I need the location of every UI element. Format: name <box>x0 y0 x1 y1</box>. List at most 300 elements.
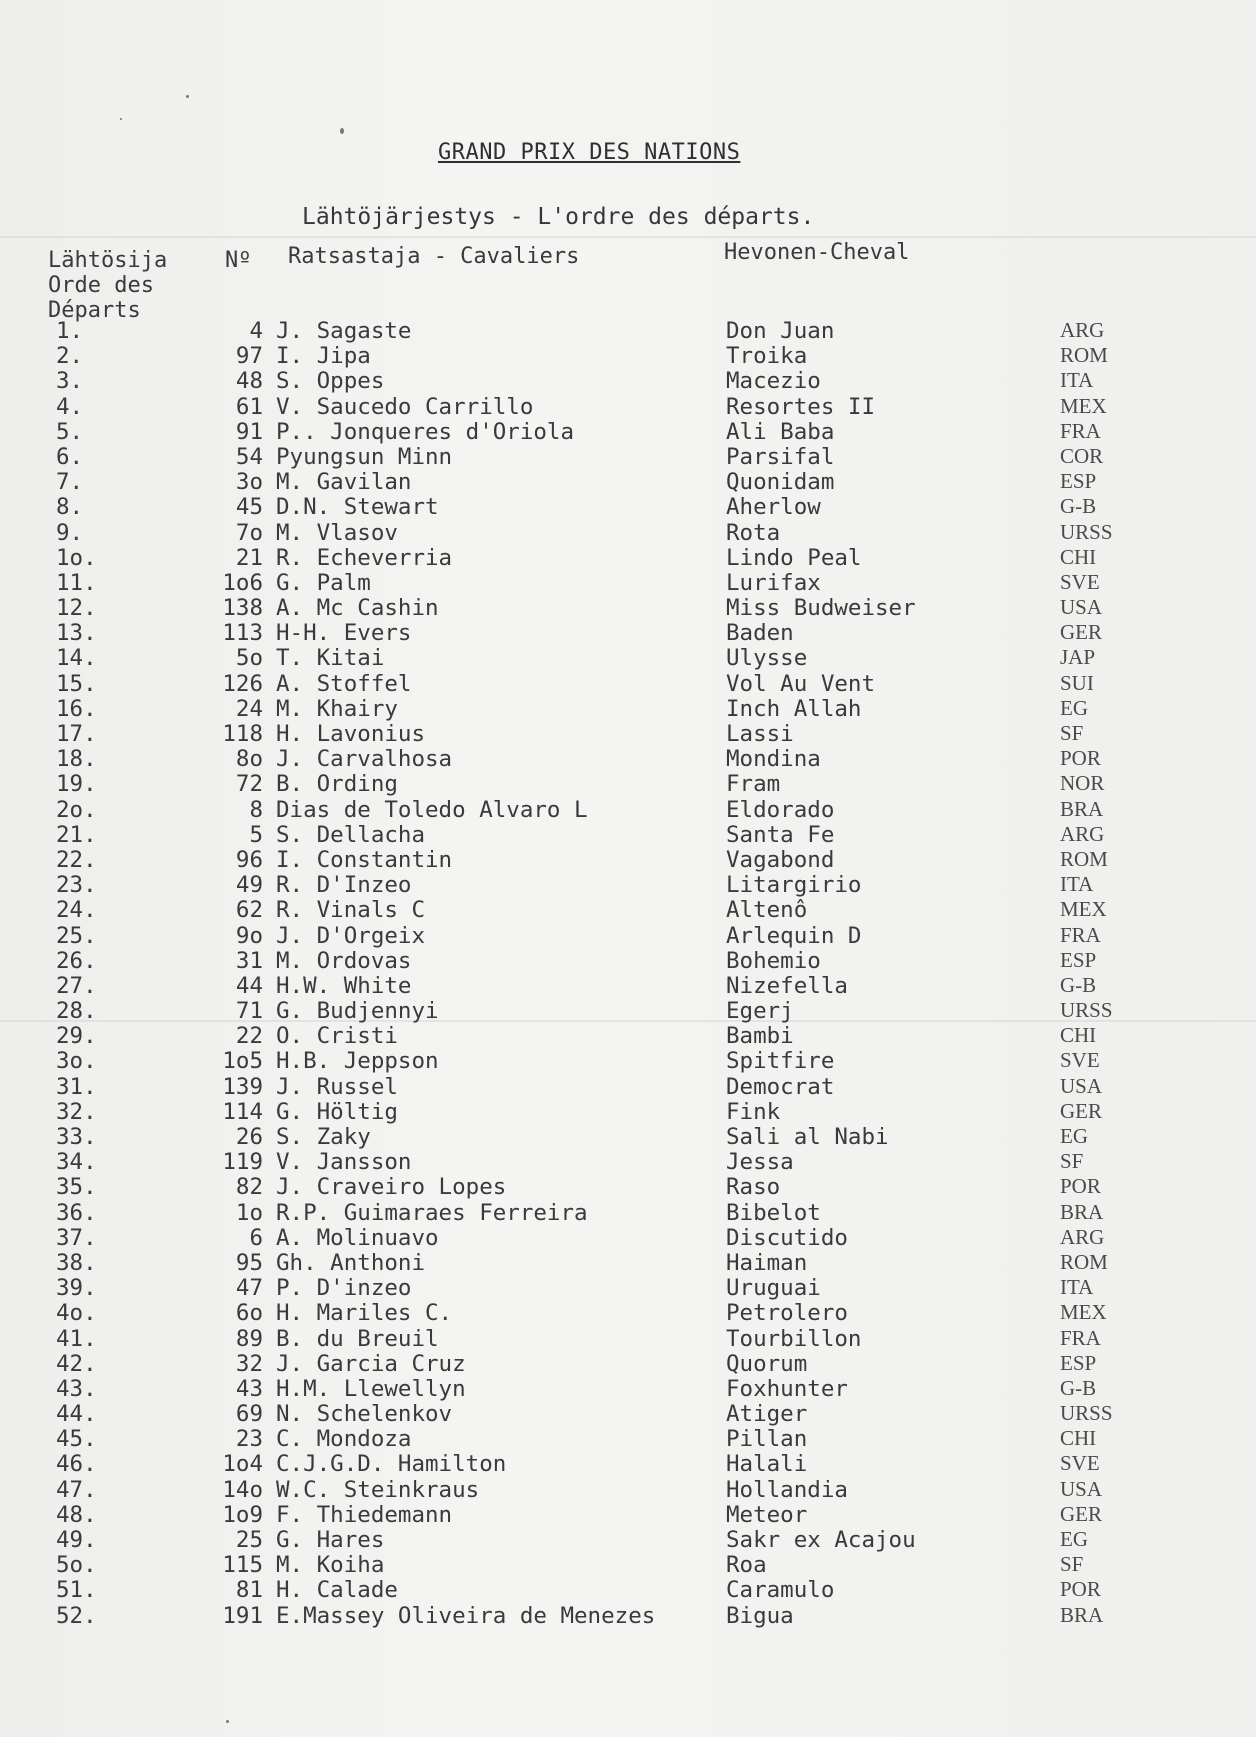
horse-name: Altenô <box>726 897 808 924</box>
rider-number: 5 <box>249 821 263 848</box>
start-position: 39. <box>56 1275 97 1302</box>
table-row <box>0 1048 1256 1073</box>
rider-name: J. Carvalhosa <box>276 746 453 773</box>
table-row <box>0 545 1256 570</box>
rider-number: 21 <box>235 544 263 571</box>
rider-name: Dias de Toledo Alvaro L <box>276 796 588 823</box>
horse-name: Tourbillon <box>726 1325 862 1352</box>
table-row <box>0 1174 1256 1199</box>
table-row <box>0 1552 1256 1577</box>
rider-name: J. D'Orgeix <box>276 922 426 949</box>
horse-name: Troika <box>726 343 808 370</box>
nation-code: G-B <box>1060 494 1097 519</box>
rider-number: 119 <box>222 1149 263 1176</box>
rider-number: 1o6 <box>222 569 263 596</box>
table-row <box>0 998 1256 1023</box>
nation-code: MEX <box>1060 897 1107 922</box>
horse-name: Nizefella <box>726 972 848 999</box>
table-row <box>0 1250 1256 1275</box>
rider-name: C. Mondoza <box>276 1426 412 1453</box>
start-position: 27. <box>56 972 97 999</box>
nation-code: EG <box>1060 1527 1088 1551</box>
rider-number: 7o <box>235 519 263 546</box>
table-row <box>0 394 1256 419</box>
header-number: Nº <box>225 248 252 273</box>
rider-name: B. Ording <box>276 771 398 798</box>
table-row <box>0 1603 1256 1628</box>
rider-number: 54 <box>235 443 263 470</box>
rider-name: Gh. Anthoni <box>276 1249 426 1276</box>
table-row <box>0 318 1256 343</box>
rider-name: A. Stoffel <box>276 670 412 697</box>
horse-name: Bohemio <box>726 947 821 974</box>
start-position: 45. <box>56 1426 97 1453</box>
start-position: 3. <box>56 368 84 395</box>
rider-number: 1o4 <box>222 1451 263 1478</box>
horse-name: Parsifal <box>726 443 835 470</box>
rider-number: 49 <box>235 872 263 899</box>
table-row <box>0 1426 1256 1451</box>
table-row <box>0 1225 1256 1250</box>
nation-code: BRA <box>1060 1602 1104 1627</box>
nation-code: POR <box>1060 1174 1101 1199</box>
start-position: 3o. <box>56 1048 97 1075</box>
rider-number: 6o <box>235 1300 263 1327</box>
rider-number: 44 <box>235 972 263 999</box>
start-position: 4o. <box>56 1300 97 1327</box>
table-row <box>0 645 1256 670</box>
start-position: 6. <box>56 443 84 470</box>
start-position: 14. <box>56 645 97 672</box>
rider-name: T. Kitai <box>276 645 385 672</box>
table-row <box>0 923 1256 948</box>
table-row <box>0 1401 1256 1426</box>
start-position: 28. <box>56 998 97 1025</box>
start-position: 32. <box>56 1098 97 1125</box>
start-position: 35. <box>56 1174 97 1201</box>
nation-code: SF <box>1060 1149 1084 1174</box>
horse-name: Aherlow <box>726 494 821 521</box>
nation-code: JAP <box>1060 645 1096 670</box>
rider-number: 118 <box>222 721 263 747</box>
rider-name: W.C. Steinkraus <box>276 1476 480 1503</box>
nation-code: BRA <box>1060 796 1104 821</box>
nation-code: EG <box>1060 695 1088 720</box>
rider-name: S. Dellacha <box>276 821 426 848</box>
start-position: 31. <box>56 1073 97 1100</box>
nation-code: GER <box>1060 620 1102 645</box>
rider-name: H.B. Jeppson <box>276 1048 439 1075</box>
rider-number: 6 <box>249 1224 263 1251</box>
horse-name: Uruguai <box>726 1275 821 1302</box>
table-row <box>0 721 1256 746</box>
rider-name: P. D'inzeo <box>276 1275 412 1302</box>
horse-name: Rota <box>726 519 781 546</box>
nation-code: FRA <box>1060 418 1101 443</box>
rider-number: 5o <box>235 645 263 672</box>
start-position: 15. <box>56 670 97 697</box>
table-row <box>0 444 1256 469</box>
nation-code: ITA <box>1060 1275 1094 1300</box>
start-position: 19. <box>56 771 97 798</box>
horse-name: Vol Au Vent <box>726 670 876 697</box>
horse-name: Miss Budweiser <box>726 595 916 622</box>
rider-name: E.Massey Oliveira de Menezes <box>276 1602 656 1629</box>
rider-name: G. Palm <box>276 569 371 596</box>
rider-number: 47 <box>235 1275 263 1302</box>
header-position-line1: Lähtösija <box>48 248 168 273</box>
rider-number: 115 <box>222 1552 263 1579</box>
horse-name: Bibelot <box>726 1199 821 1226</box>
table-row <box>0 595 1256 620</box>
table-row <box>0 494 1256 519</box>
rider-number: 71 <box>235 998 263 1025</box>
start-position: 2o. <box>56 796 97 823</box>
nation-code: ESP <box>1060 947 1097 972</box>
document-title: GRAND PRIX DES NATIONS <box>438 140 741 165</box>
horse-name: Haiman <box>726 1249 808 1276</box>
rider-name: Pyungsun Minn <box>276 443 453 470</box>
rider-number: 45 <box>235 494 263 521</box>
table-row <box>0 343 1256 368</box>
rider-name: H-H. Evers <box>276 620 412 647</box>
table-row <box>0 1351 1256 1376</box>
header-horse: Hevonen-Cheval <box>724 240 910 265</box>
nation-code: USA <box>1060 1476 1103 1501</box>
rider-name: H.M. Llewellyn <box>276 1375 466 1402</box>
start-position: 29. <box>56 1023 97 1050</box>
horse-name: Lurifax <box>726 569 821 596</box>
rider-number: 96 <box>235 846 263 873</box>
rider-number: 61 <box>235 393 263 420</box>
rider-number: 3o <box>235 469 263 496</box>
table-row <box>0 797 1256 822</box>
document-subtitle: Lähtöjärjestys - L'ordre des départs. <box>302 204 815 230</box>
table-row <box>0 1099 1256 1124</box>
table-row <box>0 1376 1256 1401</box>
nation-code: CHI <box>1060 1426 1097 1451</box>
horse-name: Don Juan <box>726 318 835 344</box>
rider-name: J. Craveiro Lopes <box>276 1174 507 1201</box>
rider-name: G. Hares <box>276 1527 385 1553</box>
nation-code: URSS <box>1060 1401 1113 1426</box>
start-position: 47. <box>56 1476 97 1503</box>
table-row <box>0 771 1256 796</box>
header-position-line2: Orde des <box>48 273 154 298</box>
horse-name: Discutido <box>726 1224 848 1251</box>
rider-name: M. Koiha <box>276 1552 385 1579</box>
table-row <box>0 620 1256 645</box>
nation-code: ESP <box>1060 1350 1097 1375</box>
horse-name: Hollandia <box>726 1476 848 1503</box>
rider-number: 8 <box>249 796 263 823</box>
header-rider: Ratsastaja - Cavaliers <box>288 244 580 269</box>
nation-code: ROM <box>1060 1249 1108 1274</box>
horse-name: Foxhunter <box>726 1375 848 1402</box>
rider-name: D.N. Stewart <box>276 494 439 521</box>
start-position: 44. <box>56 1401 97 1428</box>
table-row <box>0 1023 1256 1048</box>
horse-name: Meteor <box>726 1501 808 1528</box>
start-position: 26. <box>56 947 97 974</box>
rider-number: 126 <box>222 670 263 697</box>
paper-fold <box>0 236 1256 238</box>
start-order-list <box>0 318 1256 1628</box>
nation-code: ROM <box>1060 343 1108 368</box>
rider-name: H.W. White <box>276 972 412 999</box>
table-row <box>0 1527 1256 1552</box>
horse-name: Fram <box>726 771 781 798</box>
header-position-line3: Départs <box>48 298 141 323</box>
table-row <box>0 368 1256 393</box>
rider-name: G. Höltig <box>276 1098 398 1125</box>
start-position: 11. <box>56 569 97 596</box>
table-row <box>0 570 1256 595</box>
rider-number: 114 <box>222 1098 263 1125</box>
nation-code: GER <box>1060 1098 1102 1123</box>
start-position: 25. <box>56 922 97 949</box>
nation-code: USA <box>1060 1073 1103 1098</box>
nation-code: URSS <box>1060 998 1113 1023</box>
rider-number: 32 <box>235 1350 263 1377</box>
table-row <box>0 469 1256 494</box>
nation-code: MEX <box>1060 1300 1107 1325</box>
start-position: 17. <box>56 721 97 747</box>
start-position: 4. <box>56 393 84 420</box>
rider-name: R.P. Guimaraes Ferreira <box>276 1199 588 1226</box>
rider-name: M. Gavilan <box>276 469 412 496</box>
table-row <box>0 973 1256 998</box>
horse-name: Arlequin D <box>726 922 862 949</box>
rider-number: 139 <box>222 1073 263 1100</box>
nation-code: SF <box>1060 721 1084 745</box>
rider-name: V. Saucedo Carrillo <box>276 393 534 420</box>
horse-name: Litargirio <box>726 872 862 899</box>
rider-name: G. Budjennyi <box>276 998 439 1025</box>
rider-name: R. Echeverria <box>276 544 453 571</box>
rider-number: 191 <box>222 1602 263 1629</box>
rider-name: I. Jipa <box>276 343 371 370</box>
start-position: 34. <box>56 1149 97 1176</box>
nation-code: POR <box>1060 1577 1101 1602</box>
table-row <box>0 671 1256 696</box>
nation-code: CHI <box>1060 1023 1097 1048</box>
start-position: 5. <box>56 418 84 445</box>
nation-code: GER <box>1060 1501 1102 1526</box>
rider-number: 26 <box>235 1124 263 1150</box>
start-position: 52. <box>56 1602 97 1629</box>
nation-code: URSS <box>1060 519 1113 544</box>
rider-number: 1o <box>235 1199 263 1226</box>
start-position: 37. <box>56 1224 97 1251</box>
rider-number: 9o <box>235 922 263 949</box>
rider-number: 72 <box>235 771 263 798</box>
table-row <box>0 1124 1256 1149</box>
rider-name: N. Schelenkov <box>276 1401 453 1428</box>
nation-code: ARG <box>1060 318 1105 342</box>
rider-number: 24 <box>235 695 263 722</box>
rider-number: 14o <box>222 1476 263 1503</box>
nation-code: G-B <box>1060 1375 1097 1400</box>
rider-number: 1o5 <box>222 1048 263 1075</box>
horse-name: Sakr ex Acajou <box>726 1527 916 1553</box>
horse-name: Baden <box>726 620 794 647</box>
horse-name: Resortes II <box>726 393 876 420</box>
nation-code: BRA <box>1060 1199 1104 1224</box>
start-position: 21. <box>56 821 97 848</box>
rider-name: S. Zaky <box>276 1124 371 1150</box>
table-row <box>0 1149 1256 1174</box>
table-row <box>0 1275 1256 1300</box>
horse-name: Ulysse <box>726 645 808 672</box>
horse-name: Quonidam <box>726 469 835 496</box>
rider-number: 23 <box>235 1426 263 1453</box>
rider-name: F. Thiedemann <box>276 1501 453 1528</box>
rider-name: J. Sagaste <box>276 318 412 344</box>
horse-name: Democrat <box>726 1073 835 1100</box>
nation-code: FRA <box>1060 922 1101 947</box>
start-position: 43. <box>56 1375 97 1402</box>
horse-name: Bambi <box>726 1023 794 1050</box>
nation-code: G-B <box>1060 972 1097 997</box>
table-row <box>0 822 1256 847</box>
horse-name: Roa <box>726 1552 767 1579</box>
rider-number: 89 <box>235 1325 263 1352</box>
rider-number: 22 <box>235 1023 263 1050</box>
rider-number: 31 <box>235 947 263 974</box>
nation-code: ESP <box>1060 469 1097 494</box>
nation-code: SF <box>1060 1552 1084 1577</box>
rider-number: 69 <box>235 1401 263 1428</box>
horse-name: Bigua <box>726 1602 794 1629</box>
start-position: 12. <box>56 595 97 622</box>
horse-name: Petrolero <box>726 1300 848 1327</box>
start-position: 51. <box>56 1577 97 1604</box>
horse-name: Halali <box>726 1451 808 1478</box>
rider-name: M. Khairy <box>276 695 398 722</box>
ink-speck <box>186 95 189 98</box>
horse-name: Sali al Nabi <box>726 1124 889 1150</box>
start-position: 46. <box>56 1451 97 1478</box>
rider-name: M. Vlasov <box>276 519 398 546</box>
table-row <box>0 1577 1256 1602</box>
rider-number: 1o9 <box>222 1501 263 1528</box>
horse-name: Inch Allah <box>726 695 862 722</box>
rider-name: O. Cristi <box>276 1023 398 1050</box>
rider-number: 8o <box>235 746 263 773</box>
start-position: 33. <box>56 1124 97 1150</box>
rider-name: J. Garcia Cruz <box>276 1350 466 1377</box>
nation-code: SVE <box>1060 1048 1100 1073</box>
table-row <box>0 1326 1256 1351</box>
nation-code: SVE <box>1060 1451 1100 1476</box>
nation-code: MEX <box>1060 393 1107 418</box>
rider-number: 91 <box>235 418 263 445</box>
table-row <box>0 872 1256 897</box>
horse-name: Mondina <box>726 746 821 773</box>
horse-name: Caramulo <box>726 1577 835 1604</box>
rider-number: 82 <box>235 1174 263 1201</box>
horse-name: Spitfire <box>726 1048 835 1075</box>
nation-code: SVE <box>1060 569 1100 594</box>
start-position: 13. <box>56 620 97 647</box>
table-row <box>0 746 1256 771</box>
nation-code: ITA <box>1060 368 1094 393</box>
rider-number: 25 <box>235 1527 263 1553</box>
start-position: 2. <box>56 343 84 370</box>
ink-speck <box>226 1720 229 1723</box>
table-row <box>0 1451 1256 1476</box>
rider-name: I. Constantin <box>276 846 453 873</box>
nation-code: ROM <box>1060 846 1108 871</box>
rider-name: R. D'Inzeo <box>276 872 412 899</box>
nation-code: ARG <box>1060 821 1105 846</box>
horse-name: Santa Fe <box>726 821 835 848</box>
start-position: 24. <box>56 897 97 924</box>
horse-name: Vagabond <box>726 846 835 873</box>
nation-code: CHI <box>1060 544 1097 569</box>
rider-number: 48 <box>235 368 263 395</box>
table-row <box>0 1074 1256 1099</box>
start-position: 7. <box>56 469 84 496</box>
table-row <box>0 1300 1256 1325</box>
rider-name: V. Jansson <box>276 1149 412 1176</box>
start-position: 1o. <box>56 544 97 571</box>
nation-code: EG <box>1060 1124 1088 1148</box>
rider-number: 81 <box>235 1577 263 1604</box>
rider-name: H. Calade <box>276 1577 398 1604</box>
table-row <box>0 897 1256 922</box>
rider-number: 113 <box>222 620 263 647</box>
rider-number: 95 <box>235 1249 263 1276</box>
rider-name: A. Mc Cashin <box>276 595 439 622</box>
nation-code: POR <box>1060 746 1101 771</box>
start-position: 48. <box>56 1501 97 1528</box>
rider-name: R. Vinals C <box>276 897 426 924</box>
horse-name: Jessa <box>726 1149 794 1176</box>
start-position: 42. <box>56 1350 97 1377</box>
rider-number: 4 <box>249 318 263 344</box>
rider-number: 43 <box>235 1375 263 1402</box>
start-position: 23. <box>56 872 97 899</box>
horse-name: Macezio <box>726 368 821 395</box>
horse-name: Atiger <box>726 1401 808 1428</box>
horse-name: Pillan <box>726 1426 808 1453</box>
rider-number: 97 <box>235 343 263 370</box>
rider-number: 62 <box>235 897 263 924</box>
rider-name: B. du Breuil <box>276 1325 439 1352</box>
start-position: 49. <box>56 1527 97 1553</box>
table-row <box>0 520 1256 545</box>
rider-name: H. Lavonius <box>276 721 426 747</box>
horse-name: Quorum <box>726 1350 808 1377</box>
horse-name: Fink <box>726 1098 781 1125</box>
table-row <box>0 419 1256 444</box>
nation-code: NOR <box>1060 771 1105 796</box>
ink-speck <box>340 128 344 134</box>
table-row <box>0 1477 1256 1502</box>
start-position: 22. <box>56 846 97 873</box>
horse-name: Ali Baba <box>726 418 835 445</box>
rider-name: C.J.G.D. Hamilton <box>276 1451 507 1478</box>
rider-name: J. Russel <box>276 1073 398 1100</box>
table-row <box>0 696 1256 721</box>
rider-name: H. Mariles C. <box>276 1300 453 1327</box>
rider-name: M. Ordovas <box>276 947 412 974</box>
ink-speck <box>120 118 122 120</box>
start-position: 16. <box>56 695 97 722</box>
rider-name: A. Molinuavo <box>276 1224 439 1251</box>
